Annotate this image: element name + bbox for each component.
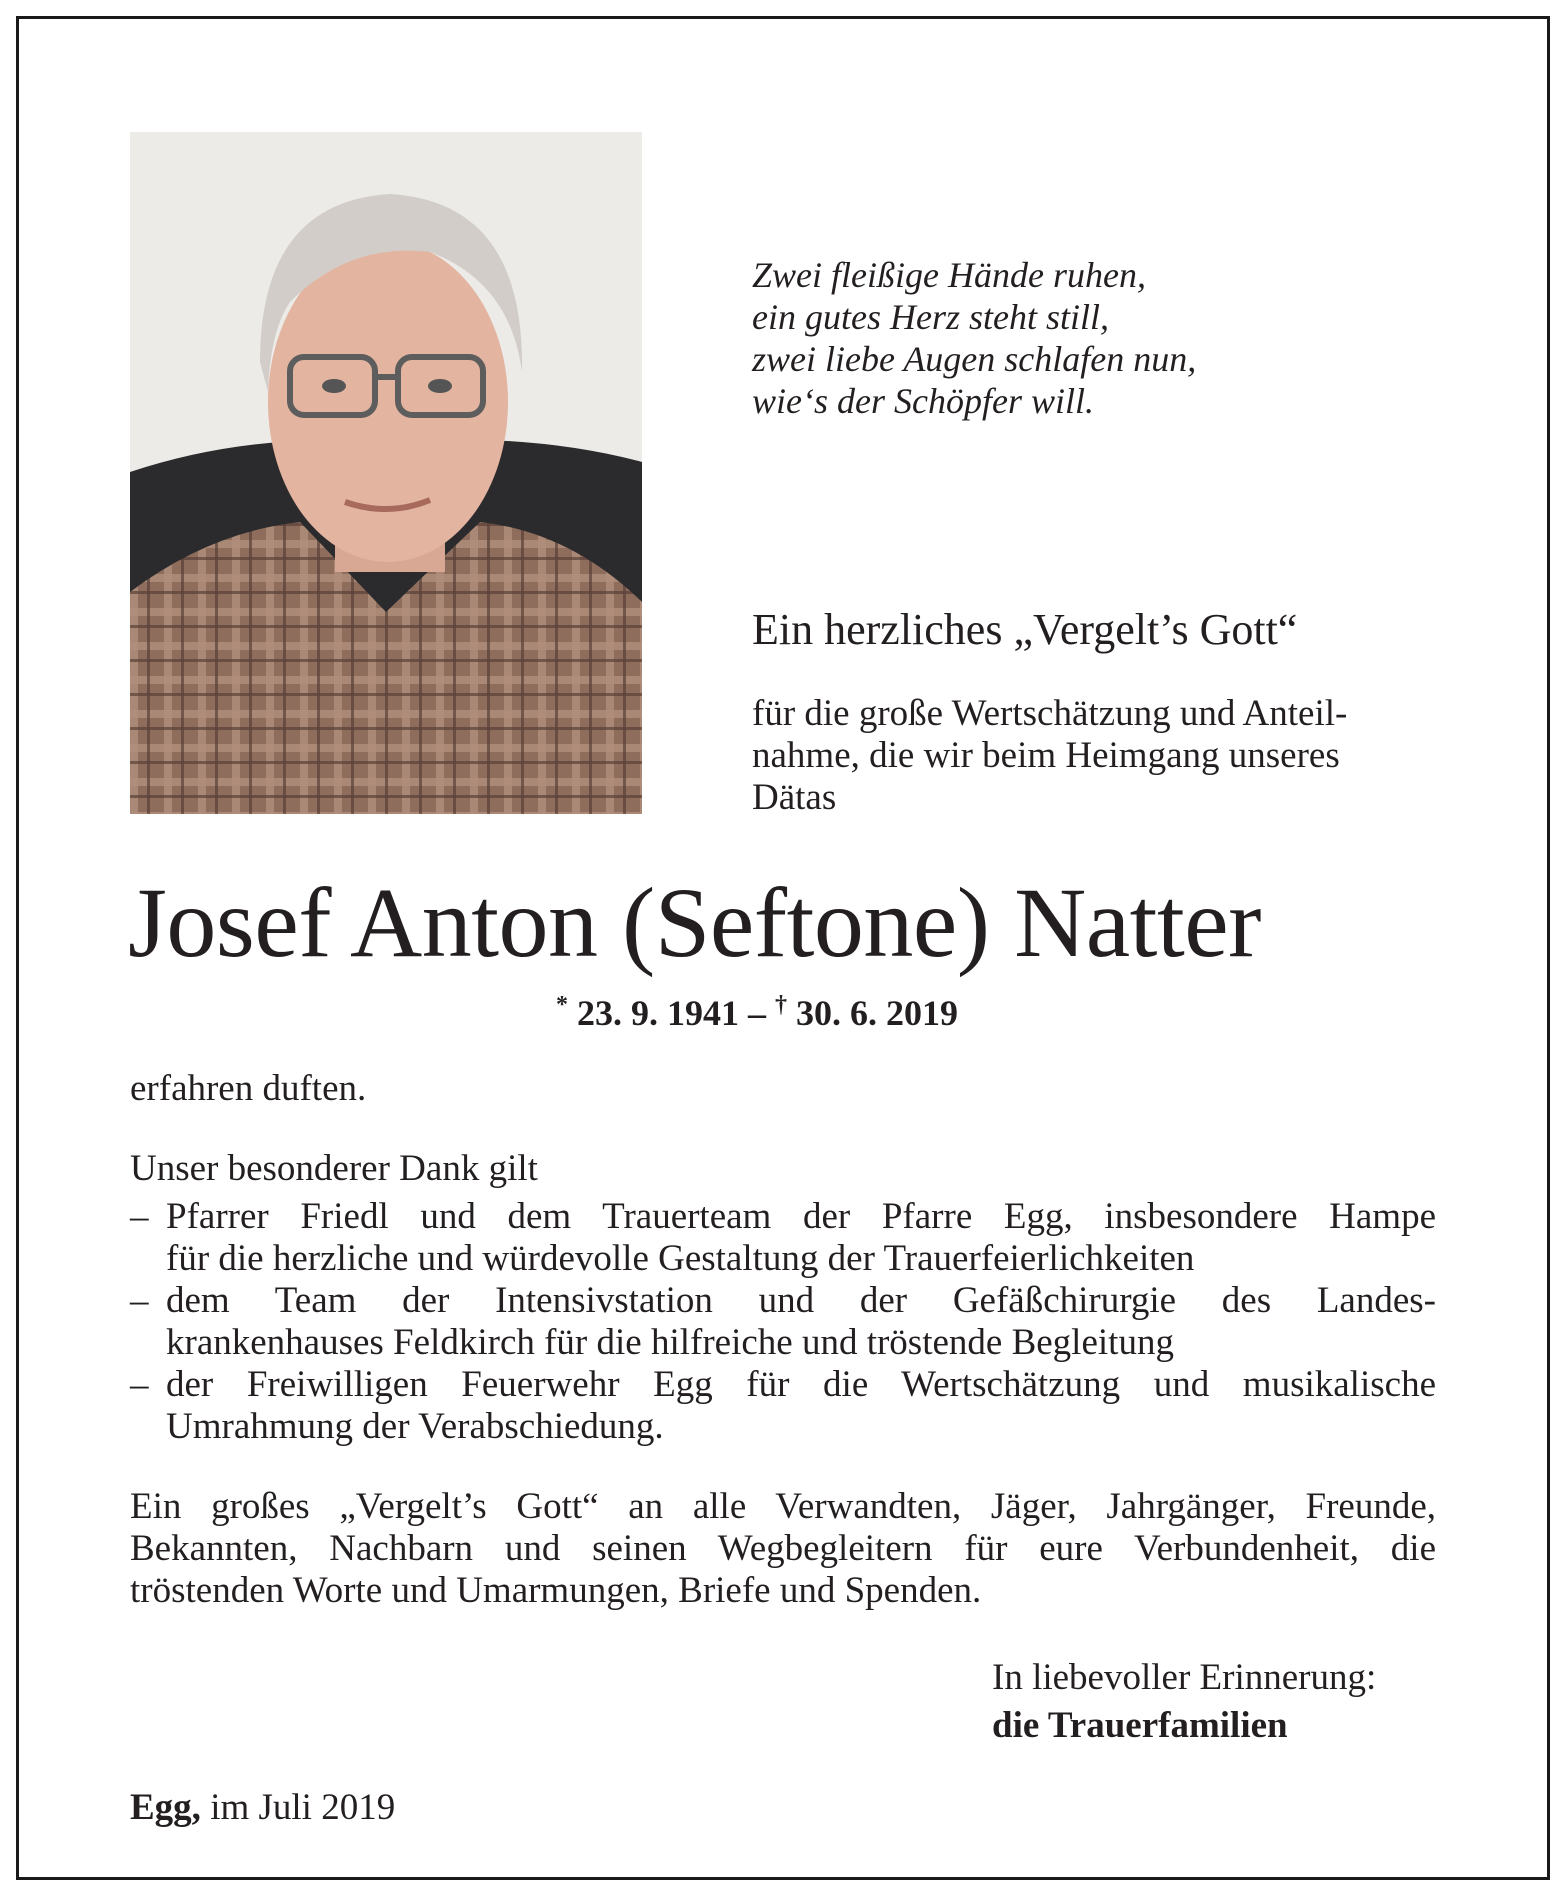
list-item-line: dem Team der Intensivstation und der Gefäßchirurgie des Landes- [166, 1280, 1436, 1321]
place-date-text: im Juli 2019 [210, 1787, 396, 1828]
list-item [130, 1196, 1436, 1280]
continuation-text: erfahren duften. [130, 1068, 367, 1109]
place-date [130, 1786, 395, 1829]
dash-bullet: – [130, 1196, 149, 1237]
deceased-name: Josef Anton (Seftone) Natter [128, 867, 1261, 978]
list-item-line: Pfarrer Friedl und dem Trauerteam der Pfarre Egg, insbesondere Hampe [166, 1196, 1436, 1237]
portrait-photo [130, 132, 642, 814]
list-item-line: krankenhauses Feldkirch für die hilfreiche und tröstende Begleitung [166, 1322, 1174, 1363]
dash-bullet: – [130, 1364, 149, 1405]
signature [992, 1654, 1376, 1750]
signature-family: die Trauerfamilien [992, 1705, 1288, 1746]
thanks-list [130, 1196, 1436, 1448]
closing-paragraph [130, 1486, 1436, 1612]
poem-line: wie‘s der Schöpfer will. [752, 381, 1094, 421]
thanks-intro-line: nahme, die wir beim Heimgang unseres [752, 735, 1340, 776]
poem-line: Zwei fleißige Hände ruhen, [752, 255, 1146, 295]
list-item-line: Umrahmung der Verabschiedung. [166, 1406, 664, 1447]
birth-symbol: * [556, 992, 568, 1018]
list-item-line: für die herzliche und würdevolle Gestaltung der Trauerfeierlichkeiten [166, 1238, 1195, 1279]
place-town: Egg, [130, 1787, 201, 1828]
birth-date: 23. 9. 1941 [577, 993, 739, 1033]
thanks-heading: Ein herzliches „Vergelt’s Gott“ [752, 605, 1298, 654]
thanks-intro-line: für die große Wertschätzung und Anteil- [752, 693, 1348, 734]
list-item [130, 1280, 1436, 1364]
poem-line: zwei liebe Augen schlafen nun, [752, 339, 1197, 379]
poem [752, 254, 1196, 422]
life-dates [556, 992, 958, 1034]
portrait-icon [130, 132, 642, 814]
special-thanks-heading: Unser besonderer Dank gilt [130, 1148, 538, 1189]
signature-line: In liebevoller Erinnerung: [992, 1657, 1377, 1698]
death-symbol: † [775, 992, 787, 1018]
thanks-intro [752, 693, 1442, 819]
closing-line: Ein großes „Vergelt’s Gott“ an alle Verwandten, Jäger, Jahrgänger, Freunde, [130, 1486, 1436, 1527]
poem-line: ein gutes Herz steht still, [752, 297, 1109, 337]
list-item-line: der Freiwilligen Feuerwehr Egg für die Wertschätzung und musikalische [166, 1364, 1436, 1405]
dash-bullet: – [130, 1280, 149, 1321]
date-separator: – [739, 993, 775, 1033]
thanks-intro-line: Dätas [752, 777, 837, 818]
closing-line: Bekannten, Nachbarn und seinen Wegbegleitern für eure Verbundenheit, die [130, 1528, 1436, 1569]
list-item [130, 1364, 1436, 1448]
death-date: 30. 6. 2019 [796, 993, 958, 1033]
closing-line: tröstenden Worte und Umarmungen, Briefe und Spenden. [130, 1570, 982, 1611]
